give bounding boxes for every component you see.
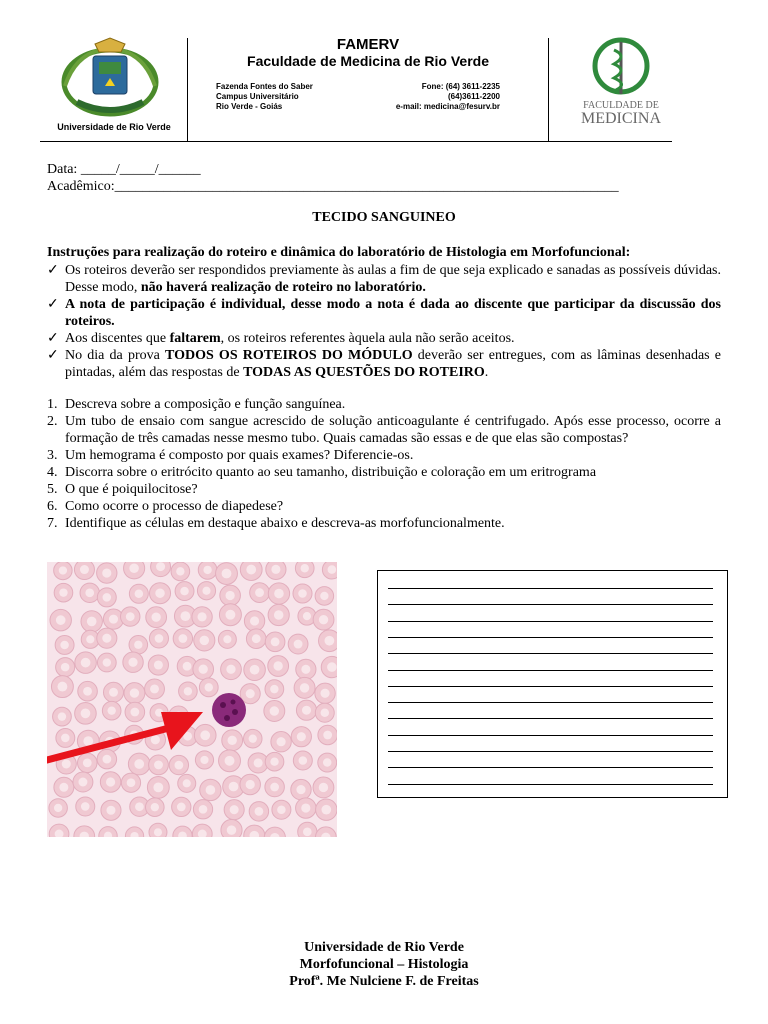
erythrocyte-pallor (228, 736, 237, 745)
erythrocyte-pallor (85, 588, 94, 597)
erythrocyte-pallor (176, 567, 184, 575)
university-crest-logo (55, 36, 165, 120)
erythrocyte-pallor (250, 665, 260, 675)
faculty-of-medicine-logo (574, 36, 668, 128)
student-name-field[interactable]: Acadêmico:________________________________________________________________________ (47, 179, 619, 194)
erythrocyte-pallor (59, 588, 67, 596)
erythrocyte-pallor (128, 658, 137, 667)
erythrocyte-pallor (106, 806, 115, 815)
erythrocyte-pallor (155, 588, 164, 597)
erythrocyte-pallor (151, 612, 160, 621)
erythrocyte-pallor (57, 682, 67, 692)
header-bottom-rule (40, 141, 672, 142)
erythrocyte-pallor (205, 683, 213, 691)
answer-line[interactable] (388, 604, 713, 605)
erythrocyte-pallor (274, 589, 284, 599)
erythrocyte-pallor (102, 568, 111, 577)
erythrocyte-pallor (154, 660, 163, 669)
erythrocyte-pallor (78, 778, 87, 787)
leukocyte-cell (212, 693, 246, 727)
erythrocyte-pallor (200, 730, 210, 740)
question-item: 2. Um tubo de ensaio com sangue acrescido de solução anticoagulante é centrifugado. Após esse processo, ocorre a formação de três camadas nesse mesmo tubo. Quais camadas são essas e de que elas são compostas? (47, 414, 721, 446)
check-icon: ✓ (47, 297, 59, 312)
erythrocyte-pallor (177, 803, 186, 812)
erythrocyte-pallor (83, 687, 92, 696)
erythrocyte-pallor (135, 590, 144, 599)
footer-university: Universidade de Rio Verde (304, 940, 464, 955)
check-icon: ✓ (47, 331, 59, 346)
erythrocyte-pallor (83, 758, 92, 767)
erythrocyte-pallor (134, 641, 142, 649)
erythrocyte-pallor (320, 689, 329, 698)
erythrocyte-pallor (80, 565, 89, 574)
footer (0, 939, 768, 990)
question-item: 5. O que é poiquilocitose? (47, 482, 198, 497)
erythrocyte-pallor (302, 706, 311, 715)
question-item: 3. Um hemograma é composto por quais exames? Diferencie-os. (47, 448, 414, 463)
erythrocyte-pallor (254, 758, 263, 767)
answer-line[interactable] (388, 653, 713, 654)
erythrocyte-pallor (303, 612, 311, 620)
answer-line[interactable] (388, 588, 713, 589)
erythrocyte-pallor (223, 635, 231, 643)
erythrocyte-pallor (297, 732, 306, 741)
phone-1: Fone: (64) 3611-2235 (421, 82, 500, 91)
erythrocyte-pallor (81, 658, 91, 668)
answer-line[interactable] (388, 702, 713, 703)
erythrocyte-pallor (102, 755, 111, 764)
erythrocyte-pallor (323, 758, 331, 766)
logo-text-faculdade: FACULDADE DE (583, 100, 659, 111)
erythrocyte-pallor (109, 688, 118, 697)
erythrocyte-pallor (320, 592, 328, 600)
answer-line[interactable] (388, 686, 713, 687)
erythrocyte-pallor (183, 662, 192, 671)
erythrocyte-pallor (183, 779, 191, 787)
erythrocyte-pallor (153, 782, 163, 792)
questions-list (47, 396, 721, 532)
erythrocyte-pallor (151, 803, 159, 811)
erythrocyte-pallor (102, 634, 111, 643)
erythrocyte-pallor (225, 610, 235, 620)
erythrocyte-pallor (180, 611, 190, 621)
granule (224, 715, 230, 721)
question-item: 1. Descreva sobre a composição e função sanguínea. (47, 397, 346, 412)
erythrocyte-pallor (197, 612, 206, 621)
instruction-item: ✓ No dia da prova TODOS OS ROTEIROS DO MÓDULO deverão ser entregues, com as lâminas desenhadas e pintadas, além das respostas de TODAS AS QUESTÕES DO ROTEIRO. (47, 348, 722, 380)
erythrocyte-pallor (270, 758, 278, 766)
institution-short-name: FAMERV (336, 36, 400, 53)
erythrocyte-pallor (129, 564, 139, 574)
answer-line[interactable] (388, 751, 713, 752)
header-divider-left (187, 38, 188, 142)
erythrocyte-pallor (107, 706, 115, 714)
erythrocyte-pallor (83, 736, 93, 746)
logo-text-medicina: MEDICINA (581, 110, 661, 127)
erythrocyte-pallor (300, 683, 309, 692)
answer-line[interactable] (388, 767, 713, 768)
footer-professor: Profª. Me Nulciene F. de Freitas (289, 974, 479, 989)
erythrocyte-pallor (202, 587, 210, 595)
erythrocyte-pallor (135, 802, 144, 811)
erythrocyte-pallor (298, 589, 307, 598)
erythrocyte-pallor (225, 591, 234, 600)
footer-course: Morfofuncional – Histologia (299, 957, 469, 972)
erythrocyte-pallor (246, 565, 256, 575)
erythrocyte-pallor (325, 636, 335, 646)
erythrocyte-pallor (156, 562, 165, 571)
erythrocyte-pallor (87, 617, 97, 627)
erythrocyte-pallor (150, 684, 159, 693)
erythrocyte-pallor (126, 612, 135, 621)
erythrocyte-pallor (200, 756, 208, 764)
question-item: 4. Discorra sobre o eritrócito quanto ao seu tamanho, distribuição e coloração em um eritrograma (47, 465, 597, 480)
erythrocyte-pallor (299, 756, 308, 765)
erythrocyte-pallor (58, 712, 66, 720)
erythrocyte-pallor (175, 761, 184, 770)
erythrocyte-pallor (255, 807, 264, 816)
granule (220, 702, 226, 708)
erythrocyte-pallor (155, 634, 164, 643)
erythrocyte-pallor (200, 636, 210, 646)
erythrocyte-pallor (252, 634, 261, 643)
check-icon: ✓ (47, 348, 59, 363)
granule (232, 709, 238, 715)
contact-block (360, 82, 500, 112)
erythrocyte-pallor (130, 688, 139, 697)
erythrocyte-pallor (270, 706, 279, 715)
document-title: TECIDO SANGUINEO (312, 210, 456, 225)
erythrocyte-pallor (301, 803, 310, 812)
erythrocyte-pallor (271, 565, 280, 574)
answer-lines-box[interactable] (377, 570, 728, 798)
address-line: Fazenda Fontes do Saber (216, 82, 313, 91)
erythrocyte-pallor (249, 735, 257, 743)
erythrocyte-pallor (246, 780, 255, 789)
erythrocyte-pallor (225, 756, 235, 766)
erythrocyte-pallor (151, 735, 160, 744)
erythrocyte-pallor (319, 615, 328, 624)
erythrocyte-pallor (54, 804, 62, 812)
erythrocyte-pallor (130, 708, 139, 717)
erythrocyte-pallor (154, 760, 163, 769)
erythrocyte-pallor (255, 588, 264, 597)
erythrocyte-pallor (323, 731, 332, 740)
erythrocyte-pallor (203, 566, 211, 574)
erythrocyte-pallor (328, 565, 337, 574)
erythrocyte-pallor (246, 689, 255, 698)
address-line: Rio Verde - Goiás (216, 102, 283, 111)
erythrocyte-pallor (222, 569, 232, 579)
erythrocyte-pallor (103, 658, 111, 666)
erythrocyte-pallor (270, 685, 278, 693)
erythrocyte-pallor (199, 805, 208, 814)
answer-line[interactable] (388, 718, 713, 719)
answer-line[interactable] (388, 621, 713, 622)
erythrocyte-pallor (154, 828, 162, 836)
erythrocyte-pallor (179, 634, 188, 643)
erythrocyte-pallor (206, 785, 216, 795)
erythrocyte-pallor (184, 687, 192, 695)
erythrocyte-pallor (127, 778, 136, 787)
erythrocyte-pallor (296, 785, 305, 794)
erythrocyte-pallor (199, 665, 208, 674)
question-item: 7. Identifique as células em destaque abaixo e descreva-as morfofuncionalmente. (47, 516, 505, 531)
date-field[interactable]: Data: _____/_____/______ (47, 162, 201, 177)
erythrocyte-pallor (327, 662, 337, 672)
erythrocyte-pallor (59, 566, 67, 574)
erythrocyte-pallor (230, 805, 239, 814)
erythrocyte-pallor (294, 640, 303, 649)
erythrocyte-pallor (321, 805, 331, 815)
erythrocyte-pallor (180, 587, 189, 596)
instructions-list (47, 262, 721, 381)
erythrocyte-pallor (273, 661, 282, 670)
erythrocyte-pallor (321, 709, 330, 718)
erythrocyte-pallor (81, 708, 91, 718)
header-divider-right (548, 38, 549, 142)
answer-line[interactable] (388, 735, 713, 736)
instructions-heading: Instruções para realização do roteiro e dinâmica do laboratório de Histologia em Morfofuncional: (47, 245, 631, 260)
answer-line[interactable] (388, 784, 713, 785)
erythrocyte-pallor (227, 825, 237, 835)
erythrocyte-pallor (226, 665, 235, 674)
erythrocyte-pallor (276, 737, 285, 746)
question-item: 6. Como ocorre o processo de diapedese? (47, 499, 284, 514)
blood-smear-micrograph (47, 562, 337, 837)
instruction-item: ✓ Os roteiros deverão ser respondidos previamente às aulas a fim de que seja explicado e sanadas as possíveis dúvidas. Desse modo, não haverá realização de roteiro no laboratório. (47, 263, 721, 295)
erythrocyte-pallor (109, 615, 118, 624)
address-block (216, 82, 313, 112)
erythrocyte-pallor (270, 783, 279, 792)
highlighted-leukocyte (212, 693, 246, 727)
erythrocyte-pallor (134, 759, 144, 769)
faculty-name: Faculdade de Medicina de Rio Verde (247, 53, 489, 69)
address-line: Campus Universitário (216, 92, 299, 101)
erythrocyte-pallor (319, 783, 328, 792)
erythrocyte-pallor (277, 805, 286, 814)
phone-2: (64)3611-2200 (447, 92, 500, 101)
erythrocyte-pallor (271, 637, 280, 646)
erythrocyte-pallor (56, 615, 66, 625)
erythrocyte-pallor (303, 828, 312, 837)
check-icon: ✓ (47, 263, 59, 278)
answer-line[interactable] (388, 637, 713, 638)
erythrocyte-pallor (301, 564, 309, 572)
erythrocyte-pallor (229, 782, 239, 792)
erythrocyte-pallor (86, 635, 94, 643)
answer-line[interactable] (388, 670, 713, 671)
erythrocyte-pallor (301, 665, 310, 674)
erythrocyte-pallor (81, 802, 90, 811)
erythrocyte-pallor (62, 759, 71, 768)
left-logo-caption: Universidade de Rio Verde (57, 122, 171, 132)
erythrocyte-pallor (61, 734, 70, 743)
granule (231, 700, 236, 705)
instruction-item: ✓ Aos discentes que faltarem, os roteiros referentes àquela aula não serão aceitos. (47, 331, 515, 346)
erythrocyte-pallor (250, 616, 259, 625)
erythrocyte-pallor (103, 593, 112, 602)
erythrocyte-pallor (106, 777, 115, 786)
instruction-item: ✓ A nota de participação é individual, desse modo a nota é dada ao discente que participar da discussão dos roteiros. (47, 297, 721, 329)
erythrocyte-pallor (61, 663, 70, 672)
erythrocyte-pallor (59, 783, 68, 792)
email-link[interactable]: e-mail: medicina@fesurv.br (395, 102, 500, 111)
erythrocyte-pallor (60, 641, 69, 650)
erythrocyte-pallor (274, 610, 284, 620)
